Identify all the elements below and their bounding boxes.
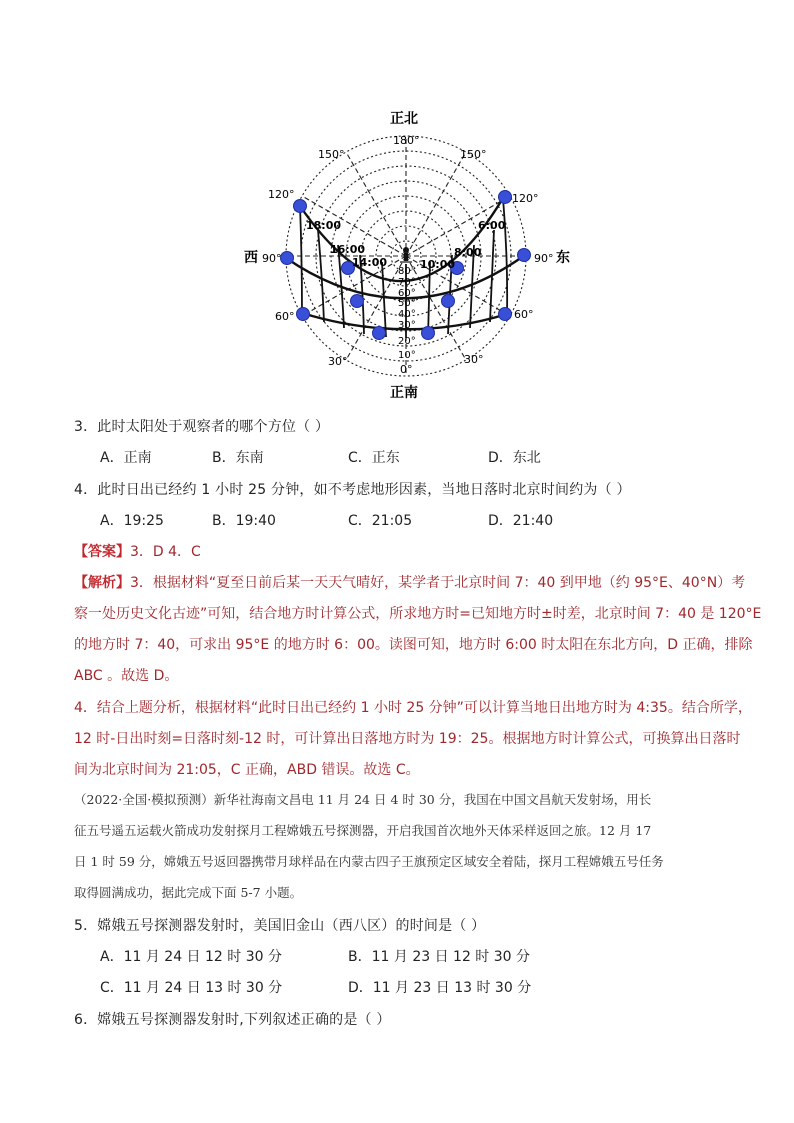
q4-option-b: B．19:40 bbox=[212, 513, 276, 529]
alt-20-label: 20° bbox=[398, 336, 416, 347]
sun-dot bbox=[294, 200, 307, 213]
q3-option-b: B．东南 bbox=[212, 450, 264, 466]
analysis-line-7: 间为北京时间为 21:05，C 正确，ABD 错误。故选 C。 bbox=[74, 762, 420, 778]
south-label: 正南 bbox=[390, 385, 418, 401]
deg-90-right-label: 90° bbox=[534, 252, 554, 265]
alt-60-label: 60° bbox=[398, 288, 416, 299]
deg-180-label: 180° bbox=[393, 134, 420, 147]
answer-block bbox=[74, 541, 201, 561]
analysis-line-1 bbox=[74, 572, 745, 592]
question-5-stem: 5．嫦娥五号探测器发射时，美国旧金山（西八区）的时间是（ ） bbox=[74, 918, 486, 934]
deg-60-left-label: 60° bbox=[275, 310, 295, 323]
alt-80-label: 80° bbox=[398, 266, 416, 277]
alt-70-label: 70° bbox=[398, 277, 416, 288]
sun-dot bbox=[297, 308, 310, 321]
deg-120-right-label: 120° bbox=[512, 192, 539, 205]
sun-dot bbox=[499, 308, 512, 321]
time-1600-label: 16:00 bbox=[330, 243, 366, 256]
deg-90-left-label: 90° bbox=[262, 252, 282, 265]
analysis-line-6: 12 时-日出时刻=日落时刻-12 时，可计算出日落地方时为 19：25。根据地方时计算公式，可换算出日落时 bbox=[74, 731, 741, 747]
sun-dot bbox=[499, 191, 512, 204]
answer-tag: 【答案】 bbox=[74, 544, 130, 560]
question-6-stem: 6．嫦娥五号探测器发射时,下列叙述正确的是（ ） bbox=[74, 1012, 391, 1028]
q3-option-c: C．正东 bbox=[348, 450, 400, 466]
sun-path-diagram bbox=[230, 100, 590, 410]
time-1800-label: 18:00 bbox=[306, 219, 342, 232]
q3-option-a: A．正南 bbox=[100, 450, 152, 466]
analysis-line-4: ABC 。故选 D。 bbox=[74, 668, 179, 684]
q4-option-a: A．19:25 bbox=[100, 513, 164, 529]
q4-option-c: C．21:05 bbox=[348, 513, 413, 529]
sun-dot bbox=[518, 249, 531, 262]
analysis-text-1: 3．根据材料“夏至日前后某一天天气晴好，某学者于北京时间 7：40 到甲地（约 95°E、40°N）考 bbox=[130, 575, 746, 591]
material-line-1: （2022·全国·模拟预测）新华社海南文昌电 11 月 24 日 4 时 30 分，我国在中国文昌航天发射场，用长 bbox=[74, 792, 652, 807]
time-0800-label: 8:00 bbox=[454, 246, 482, 259]
q5-option-c: C．11 月 24 日 13 时 30 分 bbox=[100, 980, 283, 996]
time-1400-label: 14:00 bbox=[352, 256, 388, 269]
analysis-tag: 【解析】 bbox=[74, 575, 130, 591]
q5-option-d: D．11 月 23 日 13 时 30 分 bbox=[348, 980, 532, 996]
deg-60-right-label: 60° bbox=[514, 308, 534, 321]
q4-option-d: D．21:40 bbox=[488, 513, 554, 529]
analysis-line-2: 察一处历史文化古迹”可知，结合地方时计算公式，所求地方时=已知地方时±时差，北京时间 7：40 是 120°E bbox=[74, 606, 762, 622]
deg-120-left-label: 120° bbox=[268, 188, 295, 201]
deg-30-right-label: 30° bbox=[464, 353, 484, 366]
material-line-2: 征五号遥五运载火箭成功发射探月工程嫦娥五号探测器，开启我国首次地外天体采样返回之旅。12 月 17 bbox=[74, 823, 652, 838]
time-0600-label: 6:00 bbox=[478, 219, 506, 232]
alt-50-label: 50° bbox=[398, 298, 416, 309]
sun-dot bbox=[351, 295, 364, 308]
west-label: 西 bbox=[244, 250, 258, 266]
analysis-line-5: 4．结合上题分析，根据材料“此时日出已经约 1 小时 25 分钟”可以计算当地日出地方时为 4:35。结合所学， bbox=[74, 700, 752, 716]
deg-0-label: 0° bbox=[400, 363, 413, 376]
alt-30-label: 30° bbox=[398, 320, 416, 331]
time-1000-label: 10:00 bbox=[420, 258, 456, 271]
question-3-stem: 3．此时太阳处于观察者的哪个方位（ ） bbox=[74, 419, 330, 435]
north-label: 正北 bbox=[390, 111, 418, 127]
east-label: 东 bbox=[556, 250, 570, 266]
alt-40-label: 40° bbox=[398, 309, 416, 320]
q5-option-a: A．11 月 24 日 12 时 30 分 bbox=[100, 949, 282, 965]
material-line-3: 日 1 时 59 分，嫦娥五号返回器携带月球样品在内蒙古四子王旗预定区域安全着陆，探月工程嫦娥五号任务 bbox=[74, 854, 664, 869]
material-line-4: 取得圆满成功，据此完成下面 5-7 小题。 bbox=[74, 885, 303, 900]
sun-dot bbox=[373, 327, 386, 340]
deg-150-left-label: 150° bbox=[318, 148, 345, 161]
deg-150-right-label: 150° bbox=[460, 148, 487, 161]
sun-dot bbox=[422, 327, 435, 340]
alt-10-label: 10° bbox=[398, 350, 416, 361]
answer-text: 3．D 4．C bbox=[130, 544, 201, 560]
q5-option-b: B．11 月 23 日 12 时 30 分 bbox=[348, 949, 531, 965]
deg-30-left-label: 30° bbox=[328, 355, 348, 368]
sun-dot bbox=[442, 295, 455, 308]
sun-dot bbox=[281, 252, 294, 265]
q3-option-d: D．东北 bbox=[488, 450, 541, 466]
observer-icon bbox=[400, 247, 412, 262]
question-4-stem: 4．此时日出已经约 1 小时 25 分钟，如不考虑地形因素，当地日落时北京时间约为（ ） bbox=[74, 482, 631, 498]
analysis-line-3: 的地方时 7：40，可求出 95°E 的地方时 6：00。读图可知，地方时 6:00 时太阳在东北方向，D 正确，排除 bbox=[74, 637, 753, 653]
